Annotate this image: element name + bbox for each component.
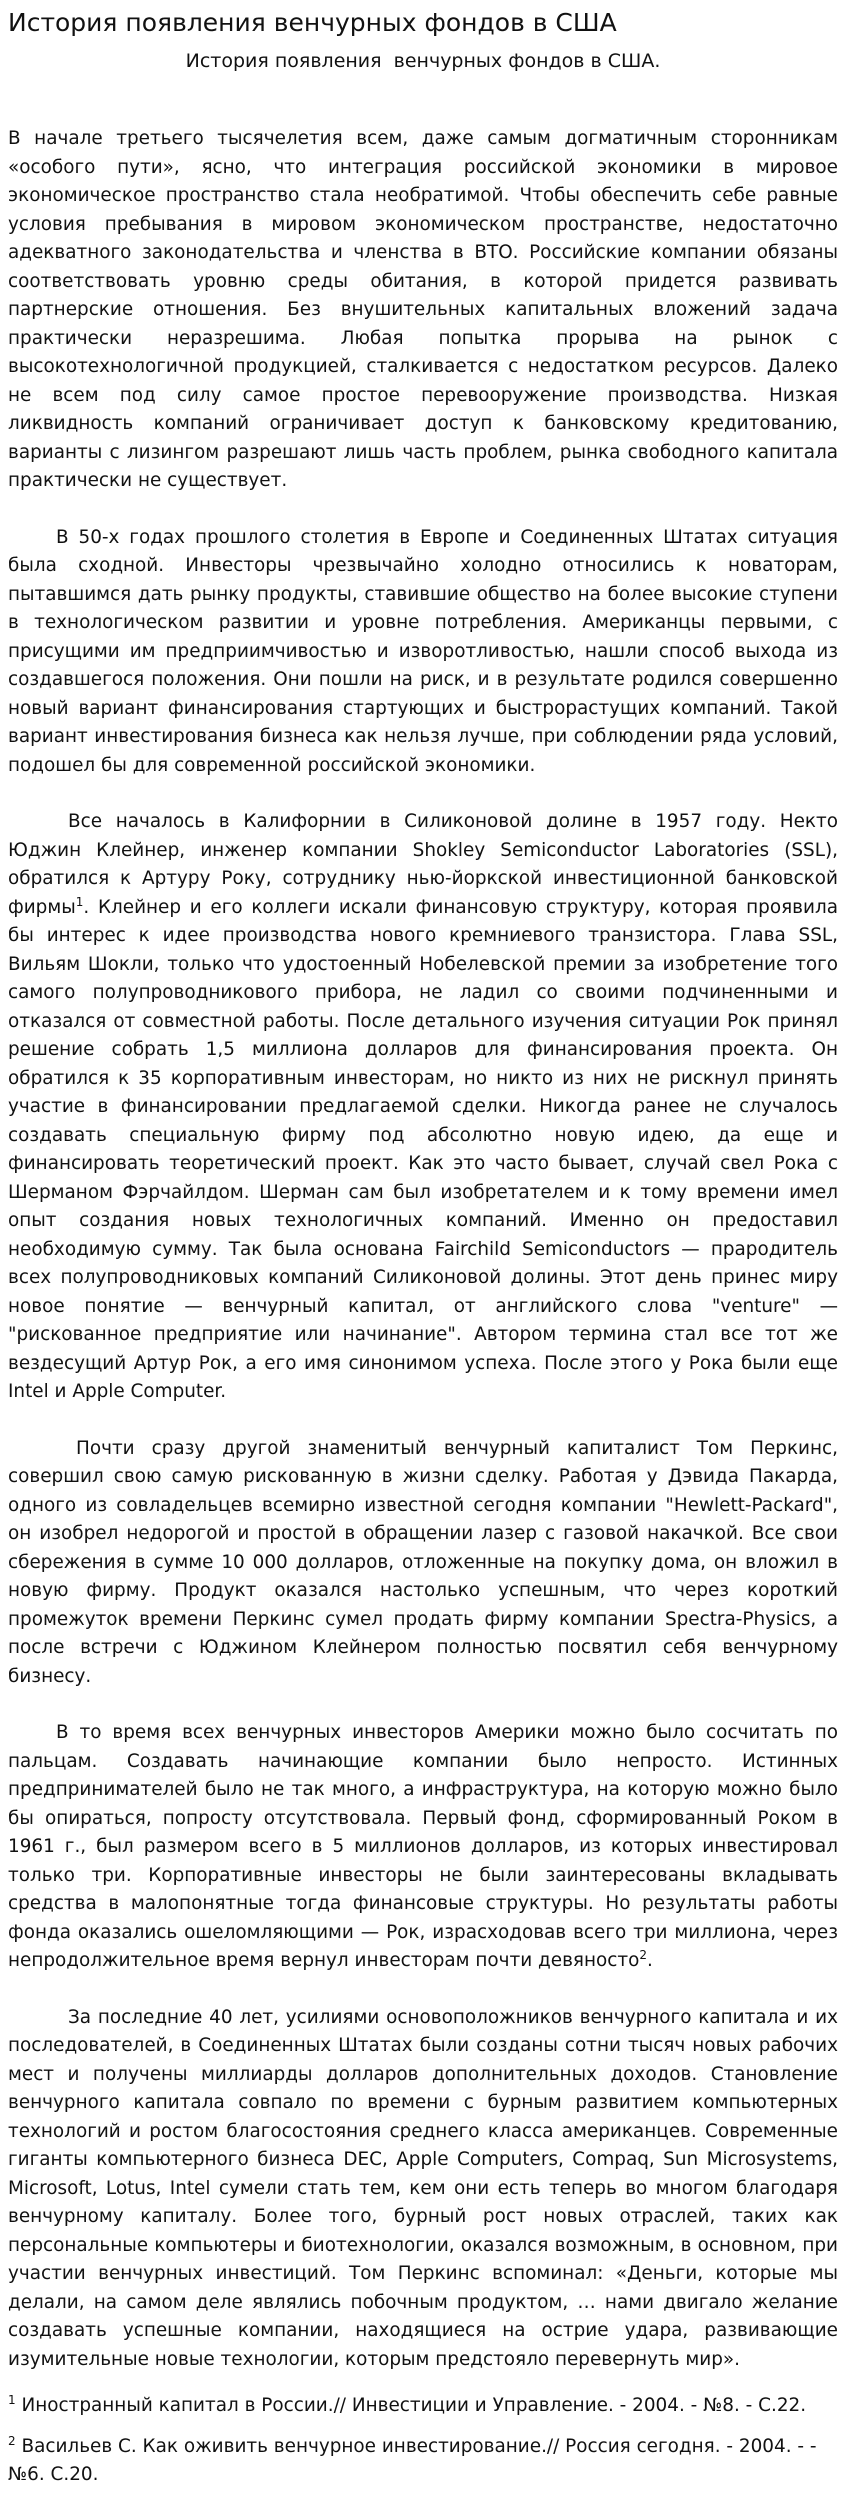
footnote-ref: 1 <box>75 894 84 909</box>
footnotes <box>8 2392 838 2490</box>
document-body <box>8 125 838 2374</box>
paragraph-text: . <box>646 1950 653 1971</box>
footnote-marker: 2 <box>8 2433 16 2448</box>
footnote-ref: 2 <box>639 1947 647 1962</box>
footnote-1 <box>8 2392 838 2421</box>
paragraph-last-40-years: За последние 40 лет, усилиями основоположников венчурного капитала и их последователей, в Соединенных Штатах были созданы сотни тысяч новых рабочих мест и получены миллиарды долларов дополнительных доходов. Становление венчурного капитала совпало по времени с бурным развитием компьютерных технологий и ростом благосостояния среднего класса американцев. Современные гиганты компьютерного бизнеса DEC, Apple Computers, Compaq, Sun Microsystems, Microsoft, Lotus, Intel сумели стать тем, кем они есть теперь во многом благодаря венчурному капиталу. Более того, бурный рост новых отраслей, таких как персональные компьютеры и биотехнологии, оказался возможным, в основном, при участии венчурных инвестиций. Том Перкинс вспоминал: «Деньги, которые мы делали, на самом деле являлись побочным продуктом, … нами двигало желание создавать успешные компании, находящиеся на острие удара, развивающие изумительные новые технологии, которым предстояло перевернуть мир». <box>8 2006 838 2370</box>
footnote-marker: 1 <box>8 2392 16 2407</box>
paragraph-text: В то время всех венчурных инвесторов Америки можно было сосчитать по пальцам. Создавать начинающие компании было непросто. Истинных предпринимателей было не так много, а инфраструктура, на которую можно было бы опираться, попросту отсутствовала. Первый фонд, сформированный Роком в 1961 г., был размером всего в 5 миллионов долларов, из которых инвестировал только три. Корпоративные инвесторы не были заинтересованы вкладывать средства в малопонятные тогда финансовые структуры. Но результаты работы фонда оказались ошеломляющими — Рок, израсходовав всего три миллиона, через непродолжительное время вернул инвесторам почти девяносто <box>8 1722 838 1971</box>
paragraph-50s: В 50-х годах прошлого столетия в Европе и Соединенных Штатах ситуация была сходной. Инвесторы чрезвычайно холодно относились к новаторам, пытавшимся дать рынку продукты, ставившие общество на более высокие ступени в технологическом развитии и уровне потребления. Американцы первыми, с присущими им предприимчивостью и изворотливостью, нашли способ выхода из создавшегося положения. Они пошли на риск, и в результате родился совершенно новый вариант финансирования стартующих и быстрорастущих компаний. Такой вариант инвестирования бизнеса как нельзя лучше, при соблюдении ряда условий, подошел бы для современной российской экономики. <box>8 526 838 776</box>
paragraph-california <box>8 808 838 1407</box>
paragraph-first-fund <box>8 1719 838 1976</box>
paragraph-text: Все началось в Калифорнии в Силиконовой долине в 1957 году. Некто Юджин Клейнер, инженер компании Shokley Semiconductor Laboratories (SSL), обратился к Артуру Року, сотруднику нью-йоркской инвестиционной банковской фирмы <box>8 811 838 918</box>
footnote-2 <box>8 2433 838 2490</box>
footnote-text: Иностранный капитал в России.// Инвестиции и Управление. - 2004. - №8. - С.22. <box>15 2395 807 2416</box>
document-subtitle: История появления венчурных фондов в США. <box>185 50 661 72</box>
document-title: История появления венчурных фондов в США <box>8 8 617 37</box>
paragraph-perkins: Почти сразу другой знаменитый венчурный капиталист Том Перкинс, совершил свою самую рискованную в жизни сделку. Работая у Дэвида Пакарда, одного из совладельцев всемирно известной сегодня компании "Hewlett-Packard", он изобрел недорогой и простой в обращении лазер с газовой накачкой. Все свои сбережения в сумме 10 000 долларов, отложенные на покупку дома, он вложил в новую фирму. Продукт оказался настолько успешным, что через короткий промежуток времени Перкинс сумел продать фирму компании Spectra-Physics, а после встречи с Юджином Клейнером полностью посвятил себя венчурному бизнесу. <box>8 1437 838 1687</box>
paragraph-intro: В начале третьего тысячелетия всем, даже самым догматичным сторонникам «особого пути», ясно, что интеграция российской экономики в мировое экономическое пространство стала необратимой. Чтобы обеспечить себе равные условия пребывания в мировом экономическом пространстве, недостаточно адекватного законодательства и членства в ВТО. Российские компании обязаны соответствовать уровню среды обитания, в которой придется развивать партнерские отношения. Без внушительных капитальных вложений задача практически неразрешима. Любая попытка прорыва на рынок с высокотехнологичной продукцией, сталкивается с недостатком ресурсов. Далеко не всем под силу самое простое перевооружение производства. Низкая ликвидность компаний ограничивает доступ к банковскому кредитованию, варианты с лизингом разрешают лишь часть проблем, рынка свободного капитала практически не существует. <box>8 128 838 491</box>
paragraph-text: . Клейнер и его коллеги искали финансовую структуру, которая проявила бы интерес к идее производства нового кремниевого транзистора. Глава SSL, Вильям Шокли, только что удостоенный Нобелевской премии за изобретение того самого полупроводникового прибора, не ладил со своими подчиненными и отказался от совместной работы. После детального изучения ситуации Рок принял решение собрать 1,5 миллиона долларов для финансирования проекта. Он обратился к 35 корпоративным инвесторам, но никто из них не рискнул принять участие в финансировании предлагаемой сделки. Никогда ранее не случалось создавать специальную фирму под абсолютно новую идею, да еще и финансировать теоретический проект. Как это часто бывает, случай свел Рока с Шерманом Фэрчайлдом. Шерман сам был изобретателем и к тому времени имел опыт создания новых технологичных компаний. Именно он предоставил необходимую сумму. Так была основана Fairchild Semiconductors — прародитель всех полупроводниковых компаний Силиконовой долины. Этот день принес миру новое понятие — венчурный капитал, от английского слова "venture" — "рискованное предприятие или начинание". Автором термина стал все тот же вездесущий Артур Рок, а его имя синонимом успеха. После этого у Рока были еще Intel и Apple Computer. <box>8 896 838 1402</box>
footnote-text: Васильев С. Как оживить венчурное инвестирование.// Россия сегодня. - 2004. - - №6. С.20. <box>8 2435 817 2485</box>
